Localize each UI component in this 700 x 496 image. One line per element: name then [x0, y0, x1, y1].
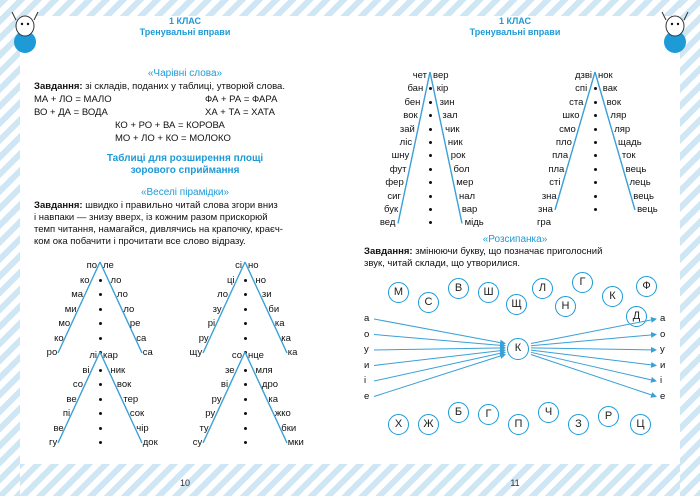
bottom-letter-1: Ж: [418, 414, 439, 435]
pyramid-5-top-left: чет: [412, 70, 427, 81]
bottom-letter-8: Ц: [630, 414, 651, 435]
pyramid-5-right-0: кір: [436, 83, 449, 95]
pyramid-1-top-left: по: [86, 260, 97, 271]
pyramid-6-top-right: нок: [598, 70, 613, 81]
vowel-left-0: а: [364, 313, 370, 324]
pyramids-task-line-4: ком ока побачити і прочитати все слово відразу.: [34, 236, 246, 247]
pyramid-5-left-3: зай: [399, 123, 415, 135]
eq-3: ВО + ДА = ВОДА: [34, 107, 108, 118]
pyramid-5-right-5: рок: [450, 150, 466, 162]
pyramid-2-left-1: ло: [217, 289, 229, 300]
pyramid-2-right-1: зи: [261, 289, 272, 300]
pyramid-4-top-left: со: [231, 350, 242, 361]
pyramid-3-left-5: гу: [49, 437, 58, 448]
pyramid-2-left-0: ці: [226, 274, 235, 286]
pyramid-4-dot-2: [244, 398, 247, 401]
pyramid-5-left-1: бен: [404, 96, 421, 108]
page-number-right: 11: [510, 478, 520, 488]
pyramid-2-right-4: ка: [281, 332, 291, 344]
left-stripes: [0, 0, 20, 496]
pyramid-2-right-3: ка: [274, 318, 285, 329]
pyramid-1-left-5: ро: [46, 347, 58, 358]
pyramid-1-left-4: ко: [54, 332, 64, 344]
pyramids-task-line-1: швидко і правильно читай слова згори вниз: [82, 200, 278, 211]
pyramid-1-right-5: са: [142, 347, 153, 358]
pyramid-4-right-3: жко: [274, 408, 291, 419]
header-subtitle: Тренувальні вправи: [139, 27, 231, 37]
pyramid-6-left-1: ста: [569, 96, 584, 108]
pyramid-3-top-left: лі: [89, 350, 97, 361]
top-letter-8: К: [602, 286, 623, 307]
pyramid-1-left-1: ма: [71, 289, 84, 300]
pyramid-2-right-5: ка: [287, 347, 298, 358]
pyramid-5-left-9: бук: [384, 204, 399, 215]
pyramid-1-right-1: ло: [116, 289, 128, 300]
pyramid-2-left-4: ру: [198, 332, 209, 344]
pyramid-6-left-3: смо: [559, 123, 576, 135]
pyramid-2-left-5: щу: [189, 347, 203, 358]
pyramid-4-dot-3: [244, 412, 247, 415]
pyramid-1-left-0: ко: [79, 274, 90, 286]
eq-6: МО + ЛО + КО = МОЛОКО: [115, 133, 231, 144]
top-letter-7: Г: [572, 272, 593, 293]
pyramid-5-right-4: ник: [447, 137, 463, 148]
bottom-letter-5: Ч: [538, 402, 559, 423]
pyramid-1-left-3: мо: [58, 318, 71, 329]
pyramid-3-left-4: ве: [53, 422, 64, 434]
grade-label-right: 1 КЛАС: [498, 16, 532, 26]
rozsypanka-task-line-2: звук, читай склади, що утворилися.: [364, 258, 521, 269]
pyramid-5-right-8: нал: [459, 190, 476, 202]
pyramid-2-left-3: рі: [207, 318, 216, 329]
pyramid-6-right-4: щадь: [618, 137, 642, 148]
pyramid-1-right-2: ло: [123, 303, 135, 315]
pyramid-4-right-4: бки: [281, 422, 297, 434]
pyramid-4-left-3: ру: [205, 408, 216, 419]
pyramid-6-right-9: вець: [637, 204, 658, 215]
pyramid-6-left-8: зна: [541, 190, 557, 202]
pyramid-6-left-0: спі: [575, 83, 588, 95]
vowel-right-5: е: [660, 390, 666, 402]
pyramids-title: «Веселі пірамідки»: [140, 187, 230, 198]
bottom-letter-4: П: [508, 414, 529, 435]
pyramid-5-right-6: бол: [453, 163, 470, 175]
pyramid-1-left-2: ми: [64, 303, 77, 315]
pyramid-1-right-4: са: [136, 332, 147, 344]
pyramid-4-right-0: мля: [255, 364, 273, 376]
pyramid-4-dot-5: [244, 441, 247, 444]
header-subtitle-right: Тренувальні вправи: [469, 27, 561, 37]
pyramid-4-left-5: су: [192, 437, 203, 448]
pyramid-3-top-right: кар: [103, 350, 118, 361]
pyramid-6-left-7: сті: [549, 177, 561, 189]
pyramid-4-dot-4: [244, 427, 247, 430]
pyramid-5-left-8: сиг: [387, 190, 401, 202]
pyramid-6-right-3: ляр: [614, 123, 631, 135]
pyramid-4-left-0: зе: [224, 364, 235, 376]
pyramid-5-right-7: мер: [456, 177, 474, 189]
pyramid-3-right-1: вок: [116, 379, 132, 390]
vowel-left-3: и: [364, 359, 370, 371]
pyramid-6-bottom-left: гра: [536, 217, 551, 229]
pyramid-4-left-4: ту: [199, 422, 209, 434]
pyramid-6-left-5: пла: [552, 150, 569, 162]
pyramid-5-left-4: ліс: [399, 137, 413, 148]
pyramid-5-top-right: вер: [433, 70, 449, 81]
pyramid-3-right-3: сок: [129, 408, 145, 419]
pyramid-6-right-1: вок: [606, 96, 621, 108]
eq-5: КО + РО + ВА = КОРОВА: [115, 120, 225, 131]
pyramid-6-right-0: вак: [602, 83, 618, 95]
pyramid-6-right-5: ток: [621, 150, 636, 162]
pyramid-1-right-0: ло: [110, 274, 122, 286]
pyramid-5-right-1: зин: [439, 96, 455, 108]
pyramid-2-top-left: сі: [235, 260, 242, 271]
rozsypanka-diagram: [350, 16, 680, 464]
pyramid-2-right-2: би: [268, 303, 280, 315]
vowel-left-2: у: [364, 344, 369, 355]
pyramid-4-left-1: ві: [220, 379, 229, 390]
bottom-letter-2: Б: [448, 402, 469, 423]
tables-title-line-1: Таблиці для розширення площі: [106, 153, 264, 164]
top-stripes: [0, 0, 700, 16]
bottom-letter-7: Р: [598, 406, 619, 427]
pyramid-1-right-3: ре: [129, 318, 141, 329]
pyramid-5-left-5: шну: [391, 150, 410, 162]
top-letter-10: Д: [626, 306, 647, 327]
eq-2: ФА + РА = ФАРА: [205, 94, 278, 105]
pyramid-5-left-7: фер: [385, 177, 404, 189]
top-letter-4: Щ: [506, 294, 527, 315]
pyramid-5-right-3: чик: [445, 123, 460, 135]
vowel-right-2: у: [660, 344, 665, 355]
pyramid-5-right-9: вар: [461, 204, 478, 215]
pyramid-2-left-2: зу: [212, 303, 222, 315]
top-letter-6: Н: [555, 296, 576, 317]
top-letter-0: М: [388, 282, 409, 303]
pyramid-6-left-6: пла: [548, 163, 565, 175]
top-letter-5: Л: [532, 278, 553, 299]
pyramids-task-line-3: темп читання, намагайся, дивлячись на крапочку, краєч-: [34, 224, 283, 235]
pyramid-6-left-9: зна: [538, 204, 553, 215]
top-letter-9: Ф: [636, 276, 657, 297]
page-number-left: 10: [179, 478, 190, 488]
pyramid-3-right-5: док: [142, 437, 158, 448]
pyramids-task-line-2: і навпаки — знизу вверх, із кожним разом прискорюй: [34, 212, 268, 223]
bottom-letter-0: Х: [388, 414, 409, 435]
pyramid-4-dot-0: [244, 369, 247, 372]
magic-words-title: «Чарівні слова»: [147, 68, 223, 79]
pyramid-4-right-2: ка: [268, 393, 279, 405]
eq-4: ХА + ТА = ХАТА: [205, 107, 275, 118]
bottom-letter-3: Г: [478, 404, 499, 425]
left-page: [20, 16, 350, 488]
rozsypanka-title: «Розсипанка»: [482, 234, 548, 245]
pyramid-3-left-1: со: [72, 379, 84, 390]
top-letter-2: В: [448, 278, 469, 299]
pyramids-task-label: Завдання:: [34, 200, 83, 211]
pyramid-5-left-0: бан: [407, 83, 424, 95]
task-label: Завдання:: [34, 81, 83, 92]
pyramid-3-left-3: пі: [62, 408, 71, 419]
pyramid-2-top-right: но: [248, 260, 259, 271]
top-letter-3: Ш: [478, 282, 499, 303]
pyramid-5-left-10: вед: [379, 217, 396, 229]
vowel-left-4: і: [364, 375, 367, 386]
vowel-left-5: е: [364, 390, 370, 402]
vowel-right-3: и: [660, 359, 666, 371]
pyramid-5-left-2: вок: [403, 110, 418, 122]
pyramid-4-right-1: дро: [261, 379, 279, 390]
pyramid-6-right-7: лець: [629, 177, 651, 189]
arrows: [350, 16, 680, 464]
pyramid-6-left-4: пло: [555, 137, 572, 148]
vowel-right-4: і: [660, 375, 663, 386]
pyramid-3-right-4: чір: [136, 422, 149, 434]
eq-1: МА + ЛО = МАЛО: [34, 94, 112, 105]
pyramid-4-left-2: ру: [211, 393, 222, 405]
pyramid-5-right-2: зал: [442, 110, 458, 122]
pyramid-6-left-2: шко: [562, 110, 580, 122]
pyramid-3-left-0: ві: [82, 364, 90, 376]
rozsypanka-task-label: Завдання:: [364, 246, 413, 257]
right-page: [350, 16, 680, 488]
rozsypanka-task-line-1: змінюючи букву, що позначає приголосний: [412, 246, 603, 257]
pyramid-6-right-6: вець: [625, 163, 647, 175]
center-letter: К: [507, 338, 529, 360]
bottom-letter-6: З: [568, 414, 589, 435]
pyramid-4-dot-1: [244, 383, 247, 386]
left-pyramids: [20, 16, 350, 464]
pyramid-4-top-right: нце: [248, 350, 264, 361]
pyramid-6-right-2: ляр: [610, 110, 627, 122]
pyramid-3-right-2: тер: [123, 393, 139, 405]
pyramid-6-right-8: вець: [633, 190, 654, 202]
top-letter-1: С: [418, 292, 439, 313]
vowel-right-0: а: [660, 313, 666, 324]
tables-title-line-2: зорового сприймання: [130, 165, 240, 176]
pyramid-3-right-0: ник: [110, 364, 126, 376]
pyramid-3-left-2: ве: [66, 393, 77, 405]
task-text: зі складів, поданих у таблиці, утворюй слова.: [82, 81, 285, 92]
right-stripes: [680, 0, 700, 496]
pyramid-2-right-0: но: [255, 274, 266, 286]
pyramid-1-top-right: ле: [103, 260, 114, 271]
vowel-left-1: о: [364, 328, 370, 340]
pyramid-4-right-5: мки: [287, 437, 304, 448]
pyramid-5-left-6: фут: [389, 163, 407, 175]
vowel-right-1: о: [660, 328, 666, 340]
pyramid-6-top-left: дзві: [574, 70, 592, 81]
grade-label: 1 КЛАС: [168, 16, 202, 26]
pyramid-5-right-10: мідь: [464, 217, 484, 229]
